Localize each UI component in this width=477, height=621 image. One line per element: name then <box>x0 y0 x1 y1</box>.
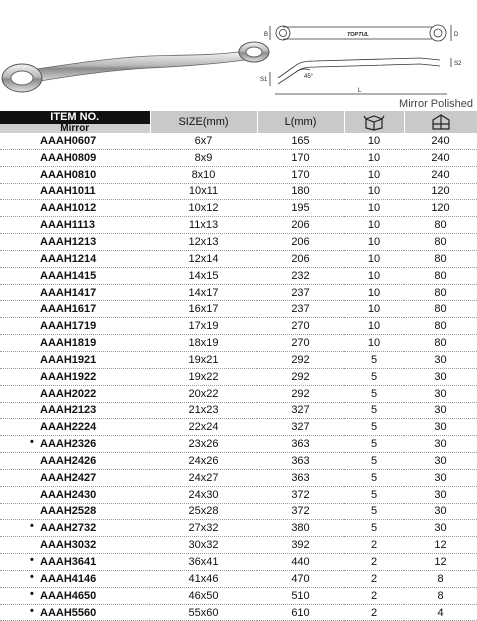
outer-carton-cell: 80 <box>404 284 477 301</box>
new-item-bullet: • <box>30 436 34 449</box>
table-row <box>0 587 477 604</box>
size-cell: 18x19 <box>150 335 257 352</box>
table-row <box>0 537 477 554</box>
header-length: L(mm) <box>257 111 344 133</box>
item-code: AAAH1922 <box>40 370 97 383</box>
size-cell: 10x12 <box>150 200 257 217</box>
inner-pack-cell: 2 <box>344 537 404 554</box>
inner-pack-cell: 2 <box>344 587 404 604</box>
box-icon <box>363 113 385 131</box>
outer-carton-cell: 80 <box>404 217 477 234</box>
item-code: AAAH0810 <box>40 168 97 181</box>
item-code: AAAH1415 <box>40 269 97 282</box>
item-code: AAAH2430 <box>40 488 97 501</box>
item-code: AAAH2732 <box>40 522 97 535</box>
item-code-cell <box>0 402 150 419</box>
inner-pack-cell: 10 <box>344 200 404 217</box>
header-inner-pack <box>344 111 404 133</box>
header-item-sub: Mirror <box>0 124 150 133</box>
product-illustration <box>0 0 477 110</box>
table-row <box>0 234 477 251</box>
header-item-no <box>0 111 150 133</box>
item-code: AAAH1214 <box>40 252 97 265</box>
inner-pack-cell: 5 <box>344 453 404 470</box>
size-cell: 20x22 <box>150 385 257 402</box>
item-code: AAAH1213 <box>40 235 97 248</box>
length-cell: 170 <box>257 166 344 183</box>
inner-pack-cell: 5 <box>344 351 404 368</box>
inner-pack-cell: 5 <box>344 419 404 436</box>
outer-carton-cell: 30 <box>404 351 477 368</box>
drawing-brand: TOPTUL <box>347 32 369 38</box>
size-cell: 55x60 <box>150 604 257 621</box>
new-item-bullet: • <box>30 554 34 567</box>
table-row <box>0 267 477 284</box>
outer-carton-cell: 8 <box>404 570 477 587</box>
outer-carton-cell: 4 <box>404 604 477 621</box>
table-header-row <box>0 111 477 133</box>
size-cell: 12x13 <box>150 234 257 251</box>
table-row <box>0 250 477 267</box>
item-code: AAAH2123 <box>40 404 97 417</box>
item-code: AAAH3032 <box>40 539 97 552</box>
size-cell: 24x27 <box>150 469 257 486</box>
size-cell: 22x24 <box>150 419 257 436</box>
size-cell: 16x17 <box>150 301 257 318</box>
inner-pack-cell: 5 <box>344 402 404 419</box>
length-cell: 292 <box>257 368 344 385</box>
inner-pack-cell: 5 <box>344 520 404 537</box>
size-cell: 6x7 <box>150 133 257 149</box>
drawing-label-s1: S1 <box>260 77 268 83</box>
size-cell: 12x14 <box>150 250 257 267</box>
table-row <box>0 570 477 587</box>
table-row <box>0 133 477 149</box>
table-row <box>0 453 477 470</box>
outer-carton-cell: 80 <box>404 234 477 251</box>
outer-carton-cell: 30 <box>404 402 477 419</box>
wrench-photo <box>2 42 269 92</box>
table-row <box>0 554 477 571</box>
table-row <box>0 604 477 621</box>
item-code-cell <box>0 419 150 436</box>
length-cell: 392 <box>257 537 344 554</box>
outer-carton-cell: 30 <box>404 368 477 385</box>
item-code-cell <box>0 604 150 621</box>
item-code-cell <box>0 554 150 571</box>
size-cell: 11x13 <box>150 217 257 234</box>
item-code: AAAH1719 <box>40 320 97 333</box>
inner-pack-cell: 5 <box>344 503 404 520</box>
length-cell: 195 <box>257 200 344 217</box>
table-row <box>0 385 477 402</box>
inner-pack-cell: 10 <box>344 250 404 267</box>
size-cell: 19x21 <box>150 351 257 368</box>
size-cell: 14x17 <box>150 284 257 301</box>
item-code: AAAH1113 <box>40 219 96 232</box>
outer-carton-cell: 30 <box>404 436 477 453</box>
outer-carton-cell: 12 <box>404 554 477 571</box>
table-row <box>0 469 477 486</box>
drawing-label-d: D <box>454 32 459 38</box>
spec-table <box>0 111 477 621</box>
table-row <box>0 402 477 419</box>
outer-carton-cell: 30 <box>404 486 477 503</box>
length-cell: 363 <box>257 453 344 470</box>
item-code-cell <box>0 570 150 587</box>
table-row <box>0 183 477 200</box>
item-code: AAAH1011 <box>40 185 96 198</box>
inner-pack-cell: 10 <box>344 149 404 166</box>
new-item-bullet: • <box>30 570 34 583</box>
drawing-label-l: L <box>358 88 362 94</box>
length-cell: 372 <box>257 486 344 503</box>
inner-pack-cell: 5 <box>344 385 404 402</box>
length-cell: 206 <box>257 250 344 267</box>
table-row <box>0 419 477 436</box>
inner-pack-cell: 2 <box>344 570 404 587</box>
item-code: AAAH1617 <box>40 303 97 316</box>
item-code-cell <box>0 453 150 470</box>
item-code-cell <box>0 503 150 520</box>
inner-pack-cell: 5 <box>344 469 404 486</box>
length-cell: 610 <box>257 604 344 621</box>
item-code-cell <box>0 284 150 301</box>
inner-pack-cell: 10 <box>344 234 404 251</box>
item-code: AAAH2022 <box>40 387 97 400</box>
length-cell: 363 <box>257 436 344 453</box>
length-cell: 206 <box>257 217 344 234</box>
item-code-cell <box>0 587 150 604</box>
length-cell: 510 <box>257 587 344 604</box>
length-cell: 380 <box>257 520 344 537</box>
item-code: AAAH2528 <box>40 505 97 518</box>
inner-pack-cell: 10 <box>344 217 404 234</box>
drawing-label-s2: S2 <box>454 61 462 67</box>
table-row <box>0 166 477 183</box>
item-code-cell <box>0 250 150 267</box>
outer-carton-cell: 30 <box>404 520 477 537</box>
header-outer-carton <box>404 111 477 133</box>
item-code: AAAH3641 <box>40 556 97 569</box>
table-row <box>0 217 477 234</box>
size-cell: 23x26 <box>150 436 257 453</box>
inner-pack-cell: 5 <box>344 486 404 503</box>
outer-carton-cell: 30 <box>404 503 477 520</box>
size-cell: 19x22 <box>150 368 257 385</box>
outer-carton-cell: 80 <box>404 267 477 284</box>
length-cell: 372 <box>257 503 344 520</box>
size-cell: 36x41 <box>150 554 257 571</box>
item-code-cell <box>0 318 150 335</box>
table-row <box>0 520 477 537</box>
length-cell: 270 <box>257 335 344 352</box>
inner-pack-cell: 10 <box>344 267 404 284</box>
table-row <box>0 503 477 520</box>
table-row <box>0 335 477 352</box>
length-cell: 292 <box>257 385 344 402</box>
item-code: AAAH2224 <box>40 421 97 434</box>
outer-carton-cell: 80 <box>404 318 477 335</box>
item-code-cell <box>0 469 150 486</box>
item-code-cell <box>0 133 150 149</box>
item-code-cell <box>0 520 150 537</box>
table-row <box>0 200 477 217</box>
carton-icon <box>430 113 452 131</box>
item-code: AAAH1921 <box>40 353 97 366</box>
outer-carton-cell: 8 <box>404 587 477 604</box>
size-cell: 24x30 <box>150 486 257 503</box>
header-item-label: ITEM NO. <box>50 111 100 123</box>
size-cell: 41x46 <box>150 570 257 587</box>
table-row <box>0 436 477 453</box>
inner-pack-cell: 10 <box>344 133 404 149</box>
header-size: SIZE(mm) <box>150 111 257 133</box>
item-code: AAAH4146 <box>40 572 97 585</box>
length-cell: 165 <box>257 133 344 149</box>
size-cell: 8x9 <box>150 149 257 166</box>
inner-pack-cell: 5 <box>344 436 404 453</box>
item-code: AAAH2326 <box>40 438 97 451</box>
outer-carton-cell: 240 <box>404 133 477 149</box>
size-cell: 8x10 <box>150 166 257 183</box>
outer-carton-cell: 80 <box>404 301 477 318</box>
item-code-cell <box>0 200 150 217</box>
length-cell: 327 <box>257 419 344 436</box>
length-cell: 292 <box>257 351 344 368</box>
item-code-cell <box>0 351 150 368</box>
item-code: AAAH1417 <box>40 286 97 299</box>
table-row <box>0 284 477 301</box>
length-cell: 270 <box>257 318 344 335</box>
size-cell: 30x32 <box>150 537 257 554</box>
item-code-cell <box>0 234 150 251</box>
inner-pack-cell: 2 <box>344 554 404 571</box>
length-cell: 180 <box>257 183 344 200</box>
size-cell: 21x23 <box>150 402 257 419</box>
item-code-cell <box>0 537 150 554</box>
table-row <box>0 301 477 318</box>
item-code-cell <box>0 166 150 183</box>
outer-carton-cell: 240 <box>404 149 477 166</box>
item-code: AAAH1819 <box>40 337 97 350</box>
new-item-bullet: • <box>30 604 34 617</box>
item-code-cell <box>0 486 150 503</box>
item-code-cell <box>0 335 150 352</box>
outer-carton-cell: 240 <box>404 166 477 183</box>
length-cell: 327 <box>257 402 344 419</box>
size-cell: 24x26 <box>150 453 257 470</box>
size-cell: 10x11 <box>150 183 257 200</box>
outer-carton-cell: 30 <box>404 453 477 470</box>
item-code-cell <box>0 368 150 385</box>
table-row <box>0 318 477 335</box>
inner-pack-cell: 10 <box>344 166 404 183</box>
new-item-bullet: • <box>30 587 34 600</box>
item-code-cell <box>0 301 150 318</box>
item-code-cell <box>0 149 150 166</box>
inner-pack-cell: 10 <box>344 335 404 352</box>
size-cell: 27x32 <box>150 520 257 537</box>
size-cell: 25x28 <box>150 503 257 520</box>
outer-carton-cell: 30 <box>404 385 477 402</box>
inner-pack-cell: 10 <box>344 183 404 200</box>
table-row <box>0 368 477 385</box>
length-cell: 170 <box>257 149 344 166</box>
item-code: AAAH1012 <box>40 202 97 215</box>
item-code: AAAH2426 <box>40 454 97 467</box>
outer-carton-cell: 30 <box>404 419 477 436</box>
length-cell: 237 <box>257 284 344 301</box>
size-cell: 17x19 <box>150 318 257 335</box>
length-cell: 440 <box>257 554 344 571</box>
length-cell: 232 <box>257 267 344 284</box>
item-code: AAAH5560 <box>40 606 97 619</box>
table-row <box>0 486 477 503</box>
item-code-cell <box>0 183 150 200</box>
inner-pack-cell: 5 <box>344 368 404 385</box>
size-cell: 46x50 <box>150 587 257 604</box>
new-item-bullet: • <box>30 520 34 533</box>
length-cell: 470 <box>257 570 344 587</box>
inner-pack-cell: 10 <box>344 318 404 335</box>
item-code-cell <box>0 385 150 402</box>
size-cell: 14x15 <box>150 267 257 284</box>
item-code-cell <box>0 217 150 234</box>
inner-pack-cell: 10 <box>344 301 404 318</box>
length-cell: 363 <box>257 469 344 486</box>
inner-pack-cell: 2 <box>344 604 404 621</box>
item-code: AAAH2427 <box>40 471 97 484</box>
outer-carton-cell: 120 <box>404 183 477 200</box>
item-code-cell <box>0 267 150 284</box>
inner-pack-cell: 10 <box>344 284 404 301</box>
table-row <box>0 351 477 368</box>
table-row <box>0 149 477 166</box>
item-code: AAAH0607 <box>40 134 97 147</box>
drawing-label-angle: 45° <box>304 74 314 80</box>
outer-carton-cell: 80 <box>404 250 477 267</box>
outer-carton-cell: 12 <box>404 537 477 554</box>
outer-carton-cell: 30 <box>404 469 477 486</box>
item-code: AAAH4650 <box>40 589 97 602</box>
outer-carton-cell: 80 <box>404 335 477 352</box>
finish-label: Mirror Polished <box>399 98 473 110</box>
drawing-label-b: B <box>264 32 269 38</box>
outer-carton-cell: 120 <box>404 200 477 217</box>
length-cell: 206 <box>257 234 344 251</box>
item-code-cell <box>0 436 150 453</box>
length-cell: 237 <box>257 301 344 318</box>
item-code: AAAH0809 <box>40 151 97 164</box>
